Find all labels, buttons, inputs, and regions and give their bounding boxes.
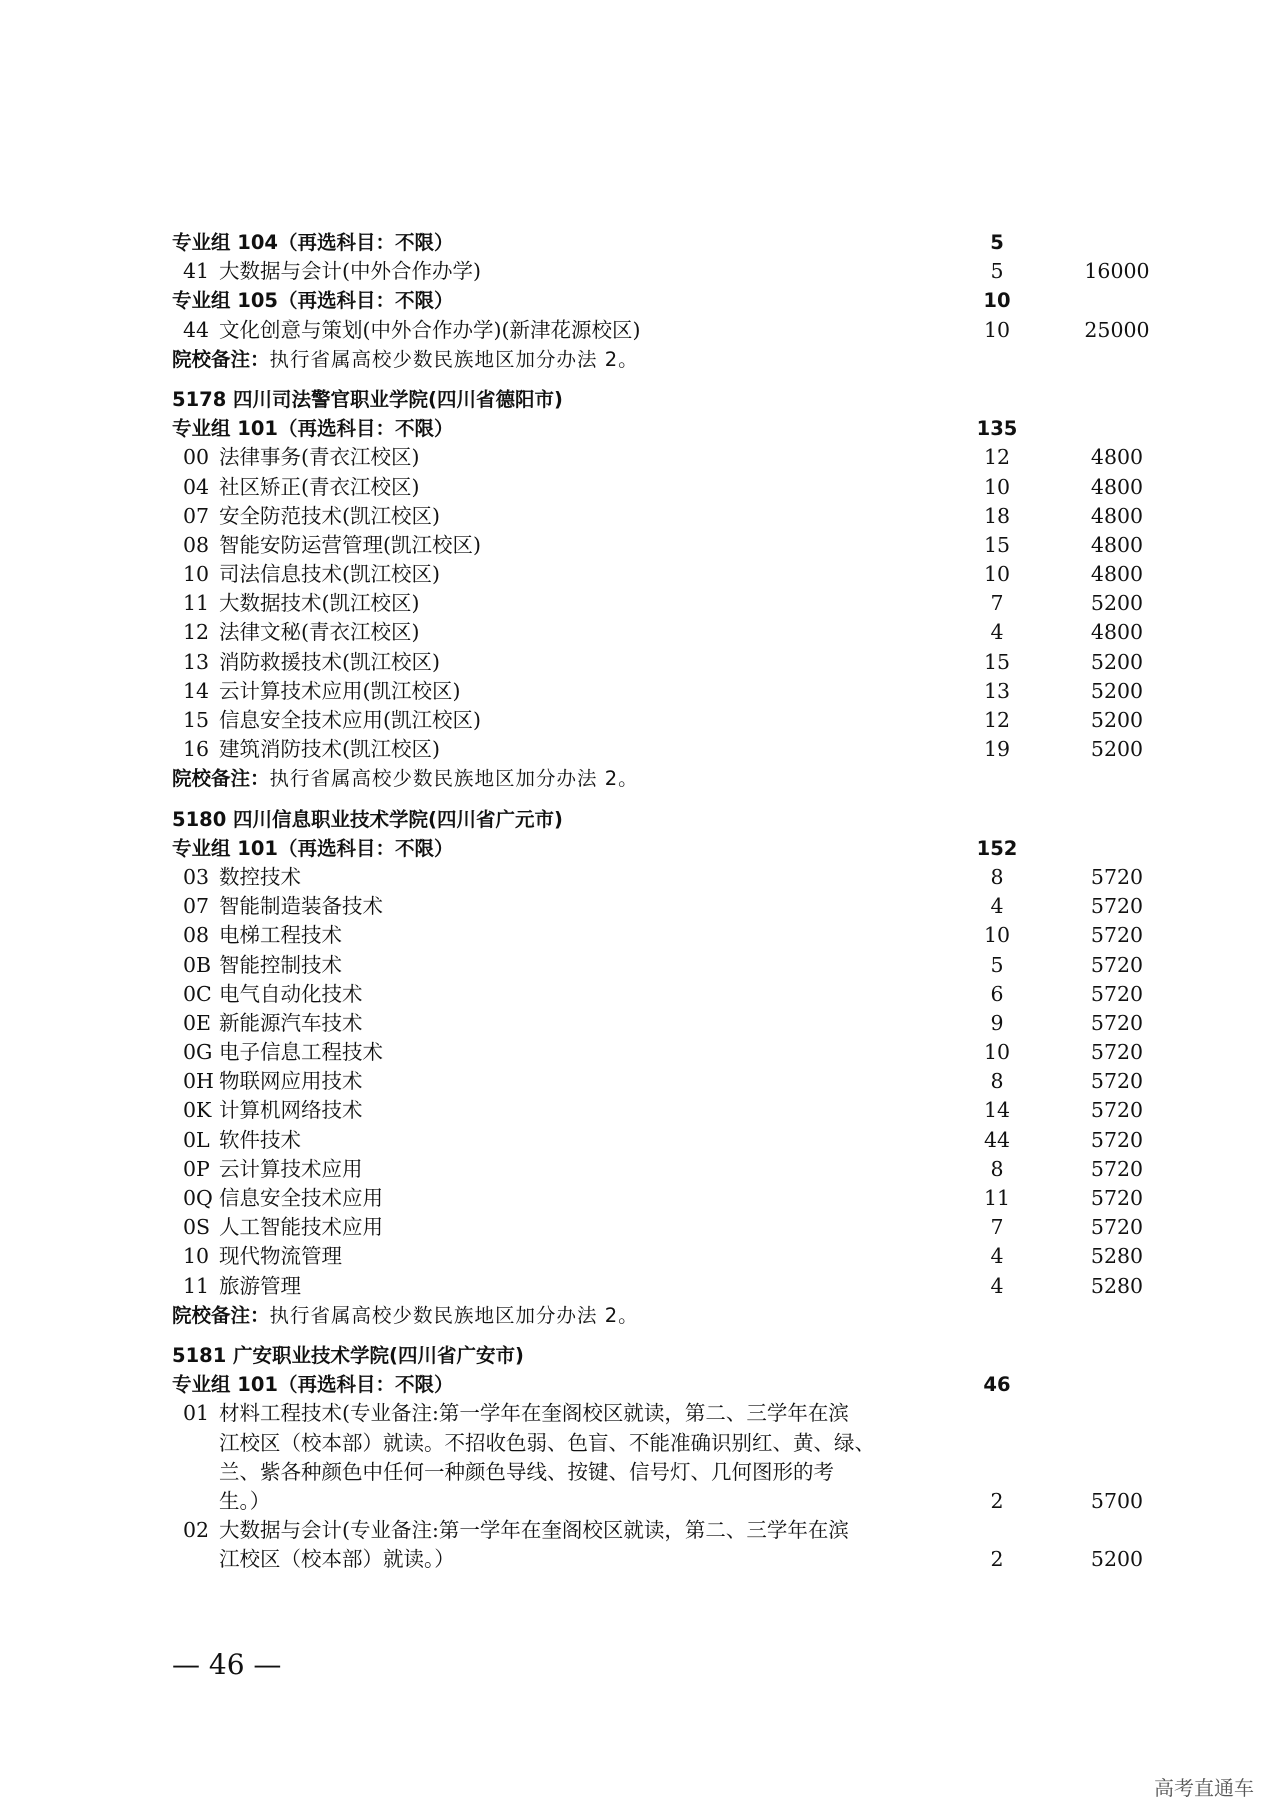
major-count: 4	[990, 1273, 1004, 1298]
major-code: 07	[183, 894, 210, 919]
group-header	[172, 228, 1152, 257]
major-name: 建筑消防技术(凯江校区)	[219, 737, 440, 762]
major-code: 00	[183, 445, 210, 470]
major-name-line: 大数据与会计(专业备注:第一学年在奎阁校区就读，第二、三学年在滨	[219, 1518, 849, 1543]
school-title	[172, 805, 1152, 834]
major-name-line: 江校区（校本部）就读。不招收色弱、色盲、不能准确识别红、黄、绿、	[219, 1430, 875, 1455]
major-fee: 5720	[1090, 864, 1144, 889]
major-row	[172, 1516, 1152, 1574]
major-fee: 5720	[1090, 1069, 1144, 1094]
major-row	[172, 502, 1152, 531]
major-name: 软件技术	[219, 1127, 301, 1152]
major-fee: 5200	[1090, 649, 1144, 674]
major-name: 社区矫正(青衣江校区)	[219, 474, 420, 499]
major-code: 0G	[183, 1040, 213, 1065]
major-name: 文化创意与策划(中外合作办学)(新津花源校区)	[219, 317, 641, 342]
group-header	[172, 1370, 1152, 1399]
major-row	[172, 1009, 1152, 1038]
school-section-5178	[172, 385, 1152, 794]
document-body	[172, 228, 1152, 1574]
major-fee: 5720	[1090, 952, 1144, 977]
major-name: 现代物流管理	[219, 1244, 342, 1269]
major-code: 14	[183, 678, 210, 703]
major-row	[172, 892, 1152, 921]
major-code: 0E	[183, 1010, 212, 1035]
major-count: 15	[983, 649, 1011, 674]
major-row	[172, 863, 1152, 892]
major-row	[172, 1399, 1152, 1516]
major-name: 云计算技术应用	[219, 1156, 363, 1181]
major-row	[172, 531, 1152, 560]
major-count: 12	[983, 708, 1011, 732]
major-count: 10	[983, 317, 1011, 342]
major-code: 10	[183, 562, 210, 587]
major-count: 7	[990, 1215, 1004, 1240]
major-count: 2	[990, 1547, 1004, 1572]
major-name: 安全防范技术(凯江校区)	[219, 503, 440, 528]
school-section-5181	[172, 1341, 1152, 1575]
major-name: 信息安全技术应用(凯江校区)	[219, 708, 481, 732]
major-fee: 5200	[1090, 708, 1144, 732]
school-title-text: 5178 四川司法警官职业学院(四川省德阳市)	[172, 387, 563, 411]
major-row	[172, 1155, 1152, 1184]
major-fee: 5720	[1090, 1010, 1144, 1035]
major-fee: 5720	[1090, 1040, 1144, 1065]
major-code: 41	[183, 259, 210, 284]
major-code: 03	[183, 864, 210, 889]
major-row	[172, 706, 1152, 735]
major-fee: 5720	[1090, 1127, 1144, 1152]
major-fee: 5720	[1090, 1215, 1144, 1240]
major-name: 法律文秘(青衣江校区)	[219, 620, 420, 645]
major-row	[172, 648, 1152, 677]
group-count: 5	[990, 231, 1004, 254]
major-name: 智能安防运营管理(凯江校区)	[219, 532, 481, 557]
major-count: 11	[983, 1186, 1011, 1210]
major-code: 0K	[183, 1098, 212, 1123]
major-count: 19	[983, 737, 1011, 762]
page-number: — 46 —	[172, 1648, 282, 1681]
major-code: 12	[183, 620, 210, 645]
major-count: 5	[990, 952, 1004, 977]
major-fee: 5200	[1090, 1547, 1144, 1572]
major-code: 04	[183, 474, 210, 499]
major-row	[172, 316, 1152, 345]
major-count: 5	[990, 259, 1004, 284]
major-name: 司法信息技术(凯江校区)	[219, 562, 440, 587]
major-row	[172, 589, 1152, 618]
group-label: 专业组 105（再选科目：不限）	[172, 289, 454, 313]
major-fee: 5720	[1090, 1186, 1144, 1210]
major-count: 14	[983, 1098, 1011, 1123]
major-count: 10	[983, 474, 1011, 499]
school-title-text: 5180 四川信息职业技术学院(四川省广元市)	[172, 807, 563, 831]
major-fee: 5720	[1090, 1156, 1144, 1181]
major-name: 电梯工程技术	[219, 923, 342, 948]
major-fee: 4800	[1090, 620, 1144, 645]
major-count: 7	[990, 591, 1004, 616]
major-code: 0Q	[183, 1186, 213, 1210]
major-name: 数控技术	[219, 864, 301, 889]
major-code: 01	[183, 1401, 210, 1426]
group-header	[172, 414, 1152, 443]
major-row	[172, 1038, 1152, 1067]
group-header	[172, 286, 1152, 315]
major-row	[172, 951, 1152, 980]
major-row	[172, 980, 1152, 1009]
major-name: 大数据与会计(中外合作办学)	[219, 259, 481, 284]
group-count: 135	[976, 417, 1018, 441]
major-row	[172, 921, 1152, 950]
major-row	[172, 473, 1152, 502]
major-name-line: 生。）	[219, 1488, 271, 1513]
major-count: 4	[990, 620, 1004, 645]
group-count: 46	[983, 1373, 1011, 1397]
major-name-line: 江校区（校本部）就读。）	[219, 1547, 455, 1572]
major-code: 0B	[183, 952, 212, 977]
major-count: 10	[983, 923, 1011, 948]
group-header	[172, 834, 1152, 863]
major-count: 6	[990, 981, 1004, 1006]
major-fee: 5720	[1090, 981, 1144, 1006]
remark-text: 执行省属高校少数民族地区加分办法 2。	[269, 347, 639, 371]
major-row	[172, 1126, 1152, 1155]
major-name: 大数据技术(凯江校区)	[219, 591, 420, 616]
group-count: 152	[976, 836, 1018, 860]
major-name: 智能控制技术	[219, 952, 342, 977]
major-count: 12	[983, 445, 1011, 470]
major-name: 旅游管理	[219, 1273, 301, 1298]
group-label: 专业组 101（再选科目：不限）	[172, 836, 454, 860]
major-row	[172, 1067, 1152, 1096]
major-fee: 25000	[1084, 317, 1150, 342]
major-fee: 5720	[1090, 894, 1144, 919]
remark-text: 执行省属高校少数民族地区加分办法 2。	[269, 1303, 639, 1327]
major-code: 16	[183, 737, 210, 762]
major-code: 44	[183, 317, 210, 342]
major-fee: 5720	[1090, 1098, 1144, 1123]
school-title	[172, 385, 1152, 414]
major-code: 11	[183, 1273, 210, 1298]
school-title	[172, 1341, 1152, 1370]
school-remark	[172, 1301, 1152, 1330]
major-count: 8	[990, 1156, 1004, 1181]
major-fee: 5200	[1090, 678, 1144, 703]
remark-label: 院校备注：	[172, 347, 270, 371]
major-fee: 5720	[1090, 923, 1144, 948]
major-count: 9	[990, 1010, 1004, 1035]
major-row	[172, 677, 1152, 706]
major-name: 电子信息工程技术	[219, 1040, 383, 1065]
major-fee: 4800	[1090, 532, 1144, 557]
remark-text: 执行省属高校少数民族地区加分办法 2。	[269, 767, 639, 791]
major-row	[172, 560, 1152, 589]
major-fee: 16000	[1084, 259, 1150, 284]
major-row	[172, 1213, 1152, 1242]
major-name: 信息安全技术应用	[219, 1186, 383, 1210]
major-count: 4	[990, 894, 1004, 919]
watermark: 高考直通车	[1154, 1776, 1254, 1800]
major-fee: 5280	[1090, 1244, 1144, 1269]
major-name: 电气自动化技术	[219, 981, 363, 1006]
major-name-line: 兰、紫各种颜色中任何一种颜色导线、按键、信号灯、几何图形的考	[219, 1459, 834, 1484]
major-name: 新能源汽车技术	[219, 1010, 363, 1035]
major-row	[172, 1096, 1152, 1125]
major-code: 13	[183, 649, 210, 674]
major-fee: 5200	[1090, 737, 1144, 762]
major-code: 0C	[183, 981, 212, 1006]
major-code: 07	[183, 503, 210, 528]
major-code: 02	[183, 1518, 210, 1543]
major-code: 08	[183, 923, 210, 948]
school-section-5180	[172, 805, 1152, 1330]
major-fee: 5200	[1090, 591, 1144, 616]
major-fee: 4800	[1090, 445, 1144, 470]
major-count: 2	[990, 1488, 1004, 1513]
major-name: 法律事务(青衣江校区)	[219, 445, 420, 470]
major-name: 计算机网络技术	[219, 1098, 363, 1123]
major-fee: 4800	[1090, 474, 1144, 499]
major-row	[172, 1272, 1152, 1301]
major-fee: 5280	[1090, 1273, 1144, 1298]
major-row	[172, 735, 1152, 764]
major-name: 智能制造装备技术	[219, 894, 383, 919]
remark-label: 院校备注：	[172, 1303, 270, 1327]
major-count: 10	[983, 562, 1011, 587]
group-label: 专业组 101（再选科目：不限）	[172, 417, 454, 441]
major-row	[172, 1184, 1152, 1213]
major-code: 0H	[183, 1069, 214, 1094]
major-count: 15	[983, 532, 1011, 557]
group-count: 10	[983, 289, 1011, 313]
major-count: 10	[983, 1040, 1011, 1065]
major-name-line: 材料工程技术(专业备注:第一学年在奎阁校区就读，第二、三学年在滨	[219, 1401, 849, 1426]
school-title-text: 5181 广安职业技术学院(四川省广安市)	[172, 1343, 524, 1367]
major-name: 云计算技术应用(凯江校区)	[219, 678, 461, 703]
major-count: 8	[990, 864, 1004, 889]
major-count: 8	[990, 1069, 1004, 1094]
major-count: 44	[983, 1127, 1011, 1152]
remark-label: 院校备注：	[172, 767, 270, 791]
major-code: 15	[183, 708, 210, 732]
major-code: 11	[183, 591, 210, 616]
major-fee: 5700	[1090, 1488, 1144, 1513]
major-code: 0S	[183, 1215, 211, 1240]
school-remark	[172, 345, 1152, 374]
major-name: 消防救援技术(凯江校区)	[219, 649, 440, 674]
major-code: 08	[183, 532, 210, 557]
major-fee: 4800	[1090, 562, 1144, 587]
major-row	[172, 443, 1152, 472]
major-name: 物联网应用技术	[219, 1069, 363, 1094]
group-label: 专业组 104（再选科目：不限）	[172, 231, 454, 254]
school-remark	[172, 764, 1152, 793]
major-code: 0L	[183, 1127, 210, 1152]
major-row	[172, 618, 1152, 647]
major-row	[172, 257, 1152, 286]
group-label: 专业组 101（再选科目：不限）	[172, 1373, 454, 1397]
major-code: 0P	[183, 1156, 210, 1181]
major-row	[172, 1242, 1152, 1271]
major-name: 人工智能技术应用	[219, 1215, 383, 1240]
major-count: 4	[990, 1244, 1004, 1269]
major-count: 18	[983, 503, 1011, 528]
major-count: 13	[983, 678, 1011, 703]
major-code: 10	[183, 1244, 210, 1269]
major-fee: 4800	[1090, 503, 1144, 528]
